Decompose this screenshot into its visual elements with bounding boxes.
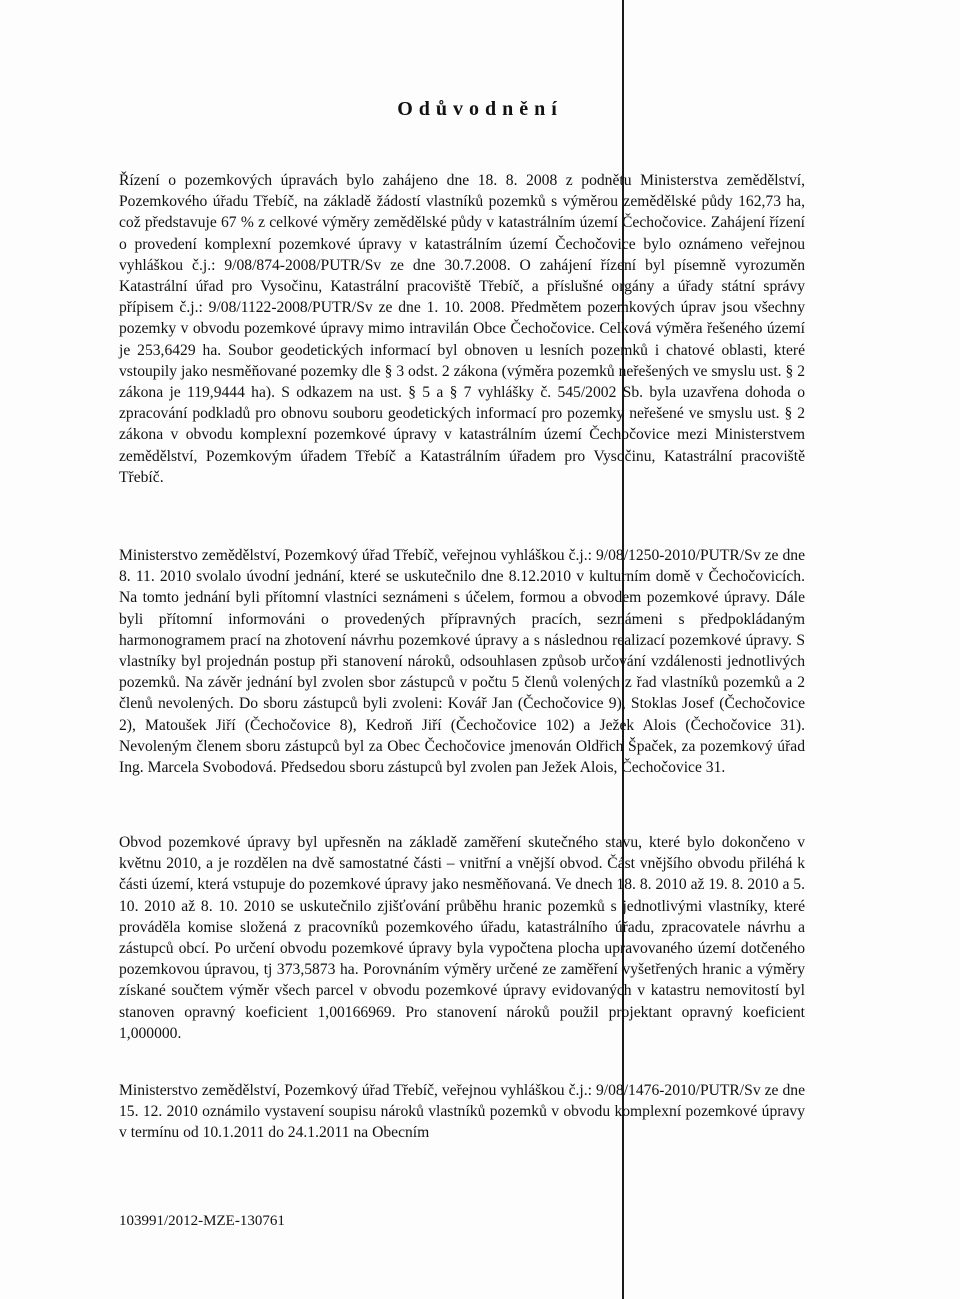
page-heading: Odůvodnění bbox=[397, 98, 563, 120]
paragraph-proceedings-start: Řízení o pozemkových úpravách bylo zahájeno dne 18. 8. 2008 z podnětu Ministerstva zemědělství, Pozemkového úřadu Třebíč, na základě žádostí vlastníků pozemků s výměrou zemědělské půdy 162,73 ha, což představuje 67 % z celkové výměry zemědělské půdy v katastrálním území Čechočovice. Zahájení řízení o provedení komplexní pozemkové úpravy v katastrálním území Čechočovice bylo oznámeno veřejnou vyhláškou č.j.: 9/08/874-2008/PUTR/Sv ze dne 30.7.2008. O zahájení řízení byl písemně vyrozuměn Katastrální úřad pro Vysočinu, Katastrální pracoviště Třebíč, a příslušné orgány a úřady státní správy přípisem č.j.: 9/08/1122-2008/PUTR/Sv ze dne 1. 10. 2008. Předmětem pozemkových úprav jsou všechny pozemky v obvodu pozemkové úpravy mimo intravilán Obce Čechočovice. Celková výměra řešeného území je 253,6429 ha. Soubor geodetických informací byl obnoven u lesních pozemků i chatové oblasti, které vstoupily jako nesměňované pozemky dle § 3 odst. 2 zákona (výměra pozemků neřešených ve smyslu ust. § 2 zákona je 119,9444 ha). S odkazem na ust. § 5 a § 7 vyhlášky č. 545/2002 Sb. byla uzavřena dohoda o zpracování podkladů pro obnovu souboru geodetických informací pro pozemky neřešené ve smyslu ust. § 2 zákona v obvodu komplexní pozemkové úpravy v katastrálním území Čechočovice mezi Ministerstvem zemědělství, Pozemkovým úřadem Třebíč a Katastrálním úřadem pro Vysočinu, Katastrální pracoviště Třebíč. bbox=[119, 172, 805, 486]
paragraph-claims-listing: Ministerstvo zemědělství, Pozemkový úřad Třebíč, veřejnou vyhláškou č.j.: 9/08/1476-2010/PUTR/Sv ze dne 15. 12. 2010 oznámilo vystavení soupisu nároků vlastníků pozemků v obvodu komplexní pozemkové úpravy v termínu od 10.1.2011 do 24.1.2011 na Obecním bbox=[119, 1082, 805, 1142]
paragraph-area-boundary: Obvod pozemkové úpravy byl upřesněn na základě zaměření skutečného stavu, které bylo dokončeno v květnu 2010, a je rozdělen na dvě samostatné části – vnitřní a vnější obvod. Část vnějšího obvodu přiléhá k části území, která vstupuje do pozemkové úpravy jako nesměňovaná. Ve dnech 18. 8. 2010 až 19. 8. 2010 a 5. 10. 2010 až 8. 10. 2010 se uskutečnilo zjišťování průběhu hranic pozemků s jednotlivými vlastníky, které prováděla komise složená z pracovníků pozemkového úřadu, katastrálního úřadu, zpracovatele návrhu a zástupců obcí. Po určení obvodu pozemkové úpravy byla vypočtena plocha upravovaného území dotčeného pozemkovou úpravou, tj 373,5873 ha. Porovnáním výměry určené ze zaměření vyšetřených hranic a výměry získané součtem výměr všech parcel v obvodu pozemkové úpravy evidovaných v katastru nemovitostí byl stanoven opravný koeficient 1,00166969. Pro stanovení nároků použil projektant opravný koeficient 1,000000. bbox=[119, 834, 805, 1042]
paragraph-introductory-meeting: Ministerstvo zemědělství, Pozemkový úřad Třebíč, veřejnou vyhláškou č.j.: 9/08/1250-2010/PUTR/Sv ze dne 8. 11. 2010 svolalo úvodní jednání, které se uskutečnilo dne 8.12.2010 v kulturním domě v Čechočovicích. Na tomto jednání byli přítomní vlastníci seznámeni s účelem, formou a obvodem pozemkové úpravy. Dále byli přítomní informováni o provedených přípravných pracích, seznámeni s předpokládaným harmonogramem prací na zhotovení návrhu pozemkové úpravy a s následnou realizací pozemkové úpravy. S vlastníky byl projednán postup při stanovení nároků, odsouhlasen způsob určování vzdálenosti jednotlivých pozemků. Na závěr jednání byl zvolen sbor zástupců v počtu 5 členů volených z řad vlastníků pozemků a 2 členů nevolených. Do sboru zástupců byli zvoleni: Kovář Jan (Čechočovice 9), Stoklas Josef (Čechočovice 2), Matoušek Jiří (Čechočovice 8), Kedroň Jiří (Čechočovice 102) a Ježek Alois (Čechočovice 31). Nevoleným členem sboru zástupců byl za Obec Čechočovice jmenován Oldřich Špaček, za pozemkový úřad Ing. Marcela Svobodová. Předsedou sboru zástupců byl zvolen pan Ježek Alois, Čechočovice 31. bbox=[119, 547, 805, 777]
document-reference-number: 103991/2012-MZE-130761 bbox=[119, 1213, 285, 1229]
